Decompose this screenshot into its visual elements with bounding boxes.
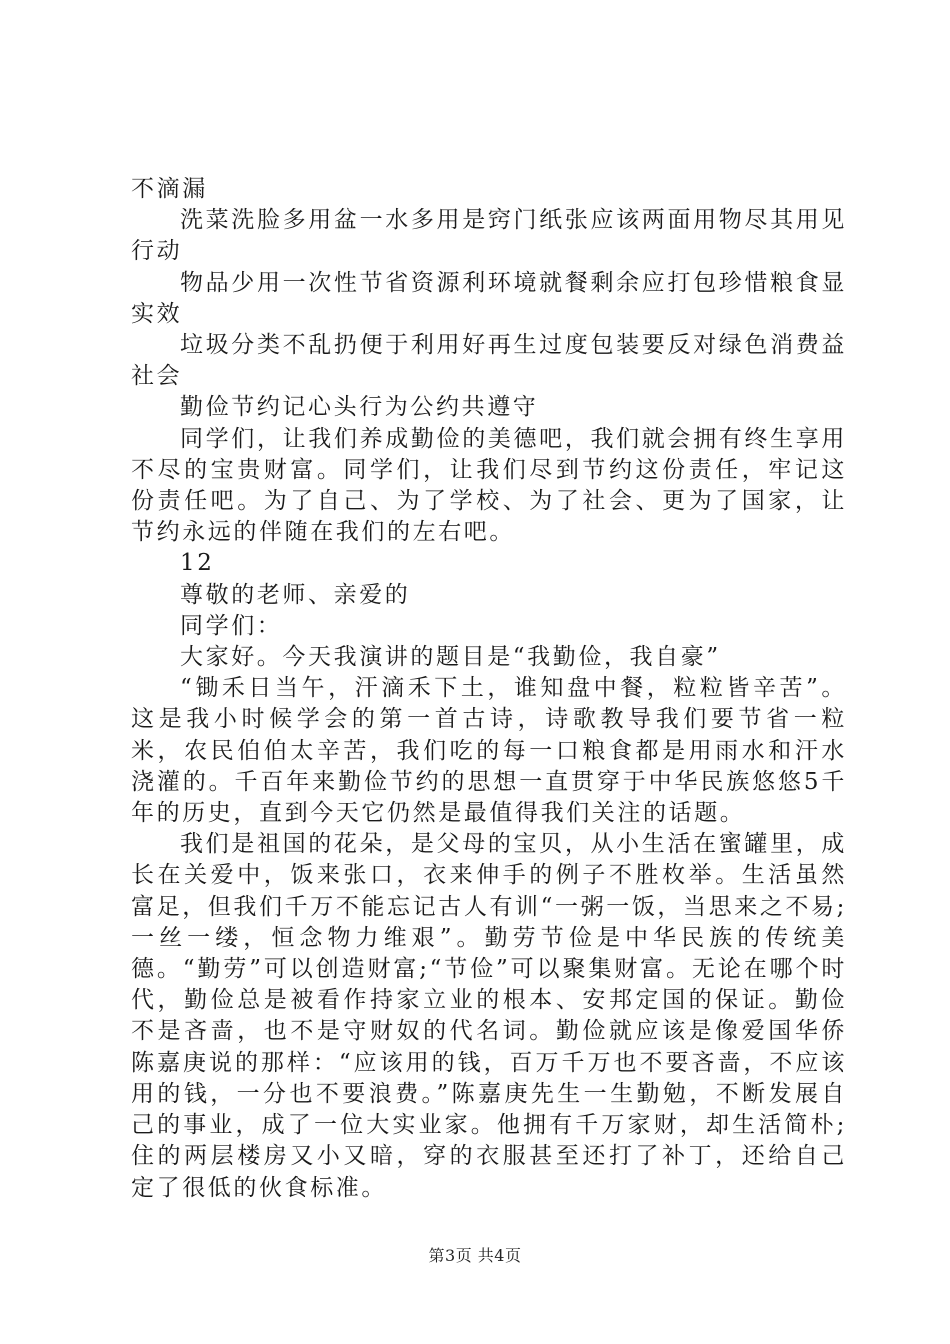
paragraph-4: 垃圾分类不乱扔便于利用好再生过度包装要反对绿色消费益社会 bbox=[131, 332, 847, 390]
paragraph-6: 同学们，让我们养成勤俭的美德吧，我们就会拥有终生享用不尽的宝贵财富。同学们，让我们尽到节约这份责任，牢记这份责任吧。为了自己、为了学校、为了社会、更为了国家，让节约永远的伴随在我们的左右吧。 bbox=[131, 425, 847, 546]
page-footer: 第3页 共4页 bbox=[428, 1246, 522, 1265]
paragraph-3: 物品少用一次性节省资源利环境就餐剩余应打包珍惜粮食显实效 bbox=[131, 269, 847, 327]
paragraph-2: 洗菜洗脸多用盆一水多用是窍门纸张应该两面用物尽其用见行动 bbox=[131, 207, 847, 265]
salutation-line-1: 尊敬的老师、亲爱的 bbox=[180, 581, 411, 608]
document-body bbox=[131, 174, 847, 1204]
speech-title-line: 大家好。今天我演讲的题目是“我勤俭，我自豪” bbox=[180, 644, 721, 671]
salutation-line-2: 同学们： bbox=[180, 612, 283, 639]
paragraph-frugality: 我们是祖国的花朵，是父母的宝贝，从小生活在蜜罐里，成长在关爱中，饭来张口，衣来伸手的例子不胜枚举。生活虽然富足，但我们千万不能忘记古人有训“一粥一饭，当思来之不易;一丝一缕，恒念物力维艰”。勤劳节俭是中华民族的传统美德。“勤劳”可以创造财富;“节俭”可以聚集财富。无论在哪个时代，勤俭总是被看作持家立业的根本、安邦定国的保证。勤俭不是吝啬，也不是守财奴的代名词。勤俭就应该是像爱国华侨陈嘉庚说的那样：“应该用的钱，百万千万也不要吝啬，不应该用的钱，一分也不要浪费。”陈嘉庚先生一生勤勉，不断发展自己的事业，成了一位大实业家。他拥有千万家财，却生活简朴;住的两层楼房又小又暗，穿的衣服甚至还打了补丁，还给自己定了很低的伙食标准。 bbox=[131, 831, 847, 1201]
paragraph-5: 勤俭节约记心头行为公约共遵守 bbox=[180, 394, 539, 421]
paragraph-1: 不滴漏 bbox=[131, 176, 208, 202]
section-number: 12 bbox=[180, 550, 215, 577]
paragraph-poem: “锄禾日当午，汗滴禾下土，谁知盘中餐，粒粒皆辛苦”。这是我小时候学会的第一首古诗，诗歌教导我们要节省一粒米，农民伯伯太辛苦，我们吃的每一口粮食都是用雨水和汗水浇灌的。千百年来勤俭节约的思想一直贯穿于中华民族悠悠5千年的历史，直到今天它仍然是最值得我们关注的话题。 bbox=[131, 675, 847, 827]
